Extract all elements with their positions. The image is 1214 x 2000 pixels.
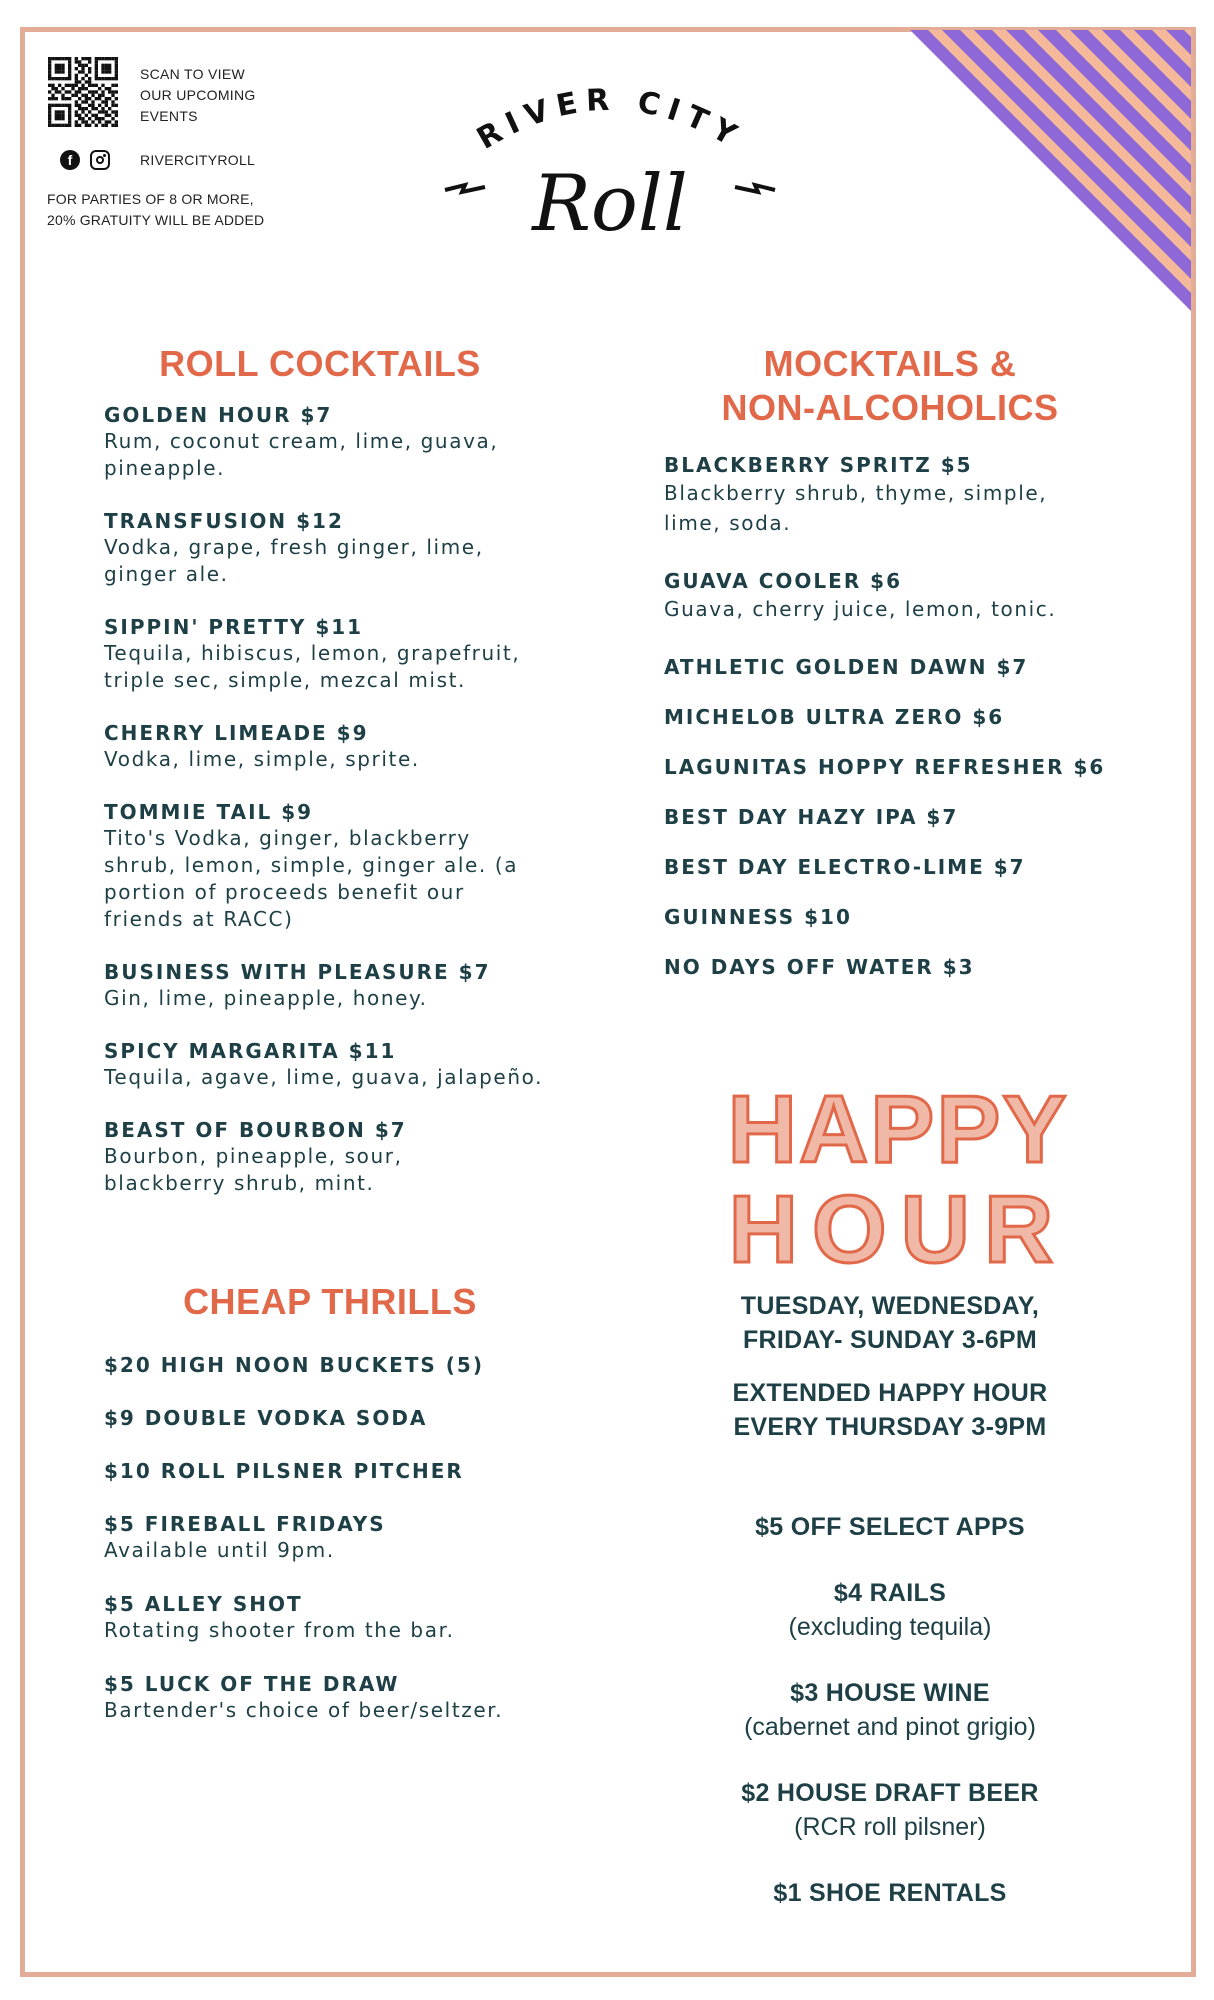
menu-item	[104, 799, 584, 933]
menu-item-description: Rotating shooter from the bar.	[104, 1618, 455, 1642]
deal-item	[640, 1510, 1140, 1544]
menu-item-name: TOMMIE TAIL $9	[104, 800, 314, 824]
cheap-thrills-list	[104, 1352, 584, 1751]
menu-item	[104, 1405, 584, 1431]
menu-item-name: BUSINESS WITH PLEASURE $7	[104, 960, 491, 984]
bolt-left-icon	[445, 185, 485, 192]
menu-item-description: Blackberry shrub, thyme, simple,	[664, 481, 1048, 505]
menu-item	[104, 1038, 584, 1091]
menu-item-name: SPICY MARGARITA $11	[104, 1039, 397, 1063]
menu-item	[104, 1458, 584, 1484]
menu-item-description: Bourbon, pineapple, sour,	[104, 1144, 403, 1168]
menu-item	[664, 954, 1144, 980]
menu-item	[104, 614, 584, 694]
scan-line: EVENTS	[140, 108, 198, 124]
menu-item-name: $5 FIREBALL FRIDAYS	[104, 1512, 386, 1536]
menu-item-name: LAGUNITAS HOPPY REFRESHER $6	[664, 755, 1106, 779]
deal-item	[640, 1876, 1140, 1910]
menu-item-description: lime, soda.	[664, 511, 792, 535]
happy-hour-title	[668, 1070, 1128, 1270]
menu-item-name: BLACKBERRY SPRITZ $5	[664, 453, 973, 477]
menu-item-name: $20 HIGH NOON BUCKETS (5)	[104, 1353, 484, 1377]
gratuity-line: 20% GRATUITY WILL BE ADDED	[47, 212, 265, 228]
happy-hour-deals	[640, 1510, 1140, 1942]
menu-item	[104, 959, 584, 1012]
mocktails-title	[680, 342, 1100, 430]
menu-item-name: $9 DOUBLE VODKA SODA	[104, 1406, 428, 1430]
cocktails-title: ROLL COCKTAILS	[159, 343, 481, 384]
menu-item-description: Tequila, hibiscus, lemon, grapefruit,	[104, 641, 521, 665]
menu-item	[664, 568, 1144, 624]
menu-item-name: $10 ROLL PILSNER PITCHER	[104, 1459, 464, 1483]
deal-item	[640, 1676, 1140, 1744]
menu-item	[104, 1352, 584, 1378]
mocktails-title-line: NON-ALCOHOLICS	[721, 387, 1059, 428]
logo-script-text: Roll	[532, 159, 688, 249]
menu-item-description: shrub, lemon, simple, ginger ale. (a	[104, 853, 519, 877]
scan-line: OUR UPCOMING	[140, 87, 256, 103]
menu-item-name: MICHELOB ULTRA ZERO $6	[664, 705, 1005, 729]
menu-item	[104, 1671, 584, 1724]
menu-item	[104, 508, 584, 588]
menu-item	[104, 1117, 584, 1197]
menu-item	[104, 1511, 584, 1564]
scan-to-view-text	[140, 64, 300, 127]
cocktails-list	[104, 402, 584, 1223]
menu-item	[104, 720, 584, 773]
river-city-roll-logo	[440, 70, 780, 260]
menu-item-name: NO DAYS OFF WATER $3	[664, 955, 975, 979]
extended-line: EVERY THURSDAY 3-9PM	[733, 1413, 1047, 1441]
menu-item-description: ginger ale.	[104, 562, 229, 586]
deal-title: $4 RAILS	[833, 1579, 947, 1607]
menu-item	[664, 904, 1144, 930]
menu-item-name: GUINNESS $10	[664, 905, 852, 929]
menu-item-name: CHERRY LIMEADE $9	[104, 721, 369, 745]
schedule-line: TUESDAY, WEDNESDAY,	[740, 1292, 1040, 1320]
menu-item-description: triple sec, simple, mezcal mist.	[104, 668, 467, 692]
menu-item-name: $5 ALLEY SHOT	[104, 1592, 303, 1616]
menu-item-name: TRANSFUSION $12	[104, 509, 344, 533]
menu-item	[104, 1591, 584, 1644]
menu-item-description: Vodka, grape, fresh ginger, lime,	[104, 535, 484, 559]
menu-item-description: Rum, coconut cream, lime, guava,	[104, 429, 499, 453]
menu-item	[664, 452, 1144, 538]
scan-line: SCAN TO VIEW	[140, 66, 245, 82]
instagram-icon[interactable]	[90, 150, 110, 170]
deal-item	[640, 1776, 1140, 1844]
deal-title: $1 SHOE RENTALS	[773, 1879, 1007, 1907]
menu-item-name: GUAVA COOLER $6	[664, 569, 903, 593]
menu-item-name: BEAST OF BOURBON $7	[104, 1118, 407, 1142]
menu-item-description: Available until 9pm.	[104, 1538, 335, 1562]
menu-item-description: Gin, lime, pineapple, honey.	[104, 986, 428, 1010]
menu-item-description: Tequila, agave, lime, guava, jalapeño.	[104, 1065, 544, 1089]
logo-top-text: RIVER CITY	[471, 82, 749, 157]
deal-note: (excluding tequila)	[788, 1613, 992, 1641]
menu-item	[664, 804, 1144, 830]
social-handle[interactable]: RIVERCITYROLL	[140, 152, 256, 168]
schedule-line: FRIDAY- SUNDAY 3-6PM	[742, 1326, 1038, 1354]
menu-item-description: Vodka, lime, simple, sprite.	[104, 747, 420, 771]
menu-item-description: friends at RACC)	[104, 907, 294, 931]
menu-item-name: SIPPIN' PRETTY $11	[104, 615, 364, 639]
deal-item	[640, 1576, 1140, 1644]
deal-title: $3 HOUSE WINE	[790, 1679, 990, 1707]
menu-item	[664, 704, 1144, 730]
gratuity-note	[47, 189, 307, 231]
social-icons	[60, 150, 110, 170]
menu-item	[104, 402, 584, 482]
menu-item-description: blackberry shrub, mint.	[104, 1171, 375, 1195]
happy-word: HAPPY	[727, 1076, 1069, 1183]
menu-item-name: ATHLETIC GOLDEN DAWN $7	[664, 655, 1029, 679]
hour-word: HOUR	[728, 1176, 1068, 1270]
menu-item	[664, 654, 1144, 680]
deal-title: $5 OFF SELECT APPS	[755, 1513, 1025, 1541]
mocktails-title-line: MOCKTAILS &	[763, 343, 1017, 384]
facebook-icon[interactable]: f	[60, 150, 80, 170]
menu-item-description: portion of proceeds benefit our	[104, 880, 465, 904]
menu-item	[664, 754, 1144, 780]
extended-happy-hour	[640, 1376, 1140, 1444]
deal-title: $2 HOUSE DRAFT BEER	[741, 1779, 1039, 1807]
menu-item-name: BEST DAY ELECTRO-LIME $7	[664, 855, 1026, 879]
extended-line: EXTENDED HAPPY HOUR	[732, 1379, 1048, 1407]
menu-item-description: Bartender's choice of beer/seltzer.	[104, 1698, 504, 1722]
mocktails-list	[664, 452, 1144, 1004]
menu-item-name: BEST DAY HAZY IPA $7	[664, 805, 959, 829]
menu-item-name: GOLDEN HOUR $7	[104, 403, 333, 427]
menu-item-description: pineapple.	[104, 456, 226, 480]
menu-item	[664, 854, 1144, 880]
bolt-right-icon	[735, 185, 775, 192]
gratuity-line: FOR PARTIES OF 8 OR MORE,	[47, 191, 254, 207]
menu-item-description: Guava, cherry juice, lemon, tonic.	[664, 597, 1057, 621]
happy-hour-schedule	[640, 1289, 1140, 1357]
qr-code[interactable]	[48, 57, 118, 127]
deal-note: (RCR roll pilsner)	[794, 1813, 986, 1841]
cheap-thrills-title: CHEAP THRILLS	[183, 1281, 477, 1322]
menu-item-description: Tito's Vodka, ginger, blackberry	[104, 826, 471, 850]
deal-note: (cabernet and pinot grigio)	[744, 1713, 1036, 1741]
menu-item-name: $5 LUCK OF THE DRAW	[104, 1672, 400, 1696]
